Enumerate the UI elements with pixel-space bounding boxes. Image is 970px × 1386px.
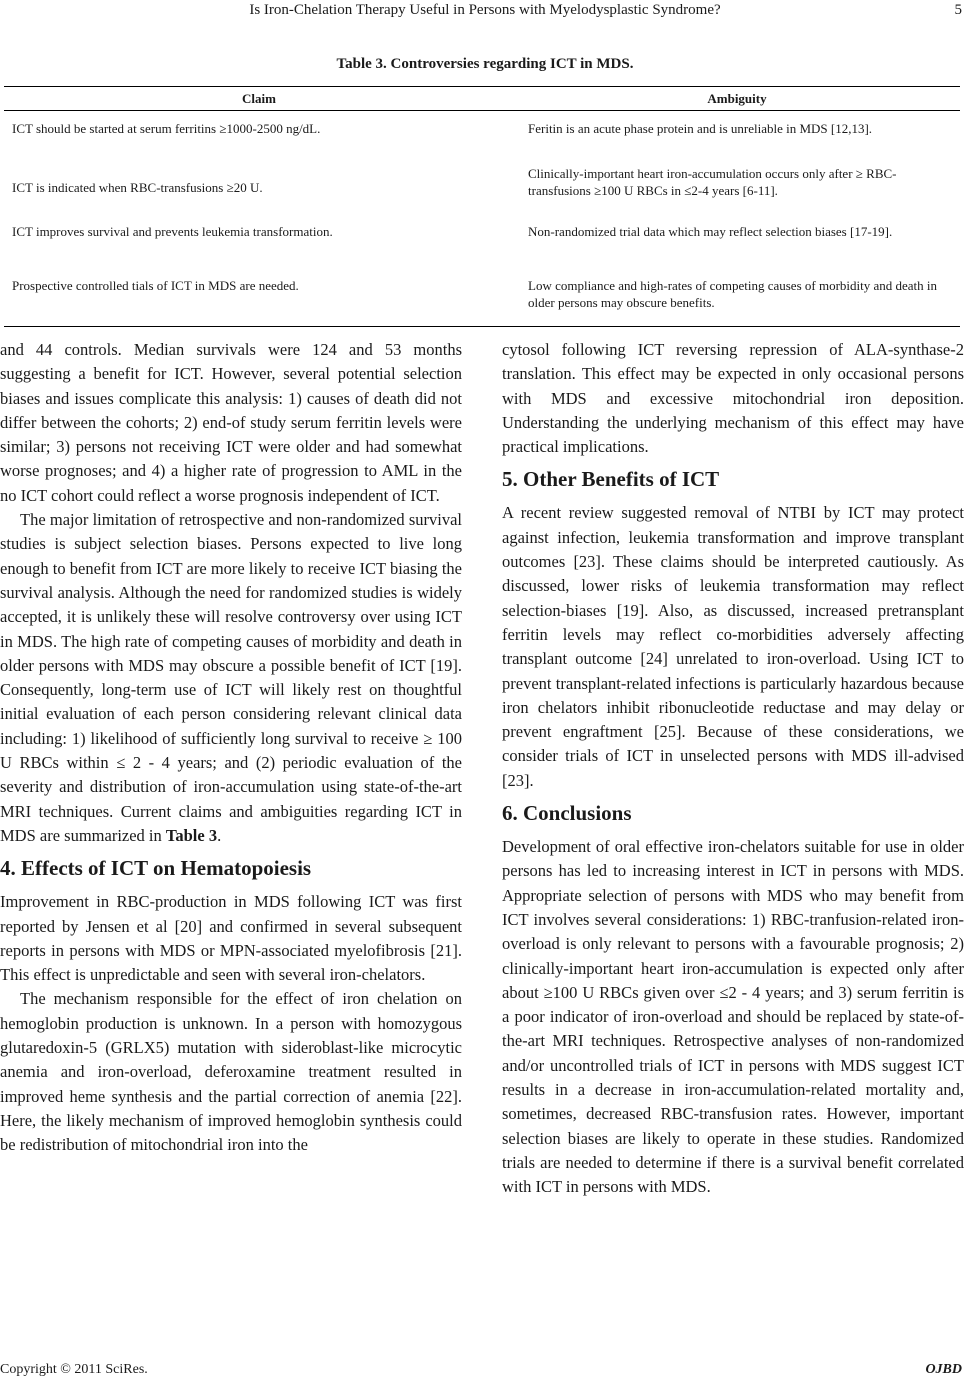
claim-cell: Prospective controlled tials of ICT in MDS are needed. xyxy=(4,273,514,327)
column-header-ambiguity: Ambiguity xyxy=(514,87,960,111)
controversies-table xyxy=(4,86,960,327)
table-reference: Table 3 xyxy=(165,825,218,845)
copyright-notice: Copyright © 2011 SciRes. xyxy=(0,1362,148,1377)
claim-cell: ICT improves survival and prevents leukemia transformation. xyxy=(12,223,333,239)
section-heading-5: 5. Other Benefits of ICT xyxy=(502,467,720,492)
paragraph xyxy=(0,508,462,848)
paragraph: Development of oral effective iron-chelators suitable for use in older persons has led to increasing interest in ICT in persons with MDS. Appropriate selection of persons with MDS who may benefit from ICT involves several considerations: 1) RBC-tranfusion-related iron-overload is only relevant to persons with a favourable prognosis; 2) clinically-important heart iron-accumulation is expected only after about ≥100 U RBCs given over ≤2 - 4 years; and 3) serum ferritin is a poor indicator of iron-overload and should be replaced by state-of-the-art MRI techniques. Retrospective analyses of non-randomized and/or uncontrolled trials of ICT in persons with MDS suggest ICT results in a decrease in iron-accumulation-related mortality and, sometimes, decreased RBC-transfusion rates. However, important selection biases are likely to operate in these studies. Randomized trials are needed to determine if there is a survival benefit correlated with ICT in persons with MDS. xyxy=(502,837,964,1197)
running-title: Is Iron-Chelation Therapy Useful in Persons with Myelodysplastic Syndrome? xyxy=(249,2,721,18)
section-heading-4: 4. Effects of ICT on Hematopoiesis xyxy=(0,856,312,881)
claim-cell: ICT is indicated when RBC-transfusions ≥20 U. xyxy=(12,179,263,195)
paragraph-end: . xyxy=(217,825,222,845)
table-row xyxy=(4,111,960,165)
right-column xyxy=(502,338,964,1200)
table-row xyxy=(4,219,960,273)
paragraph: A recent review suggested removal of NTBI by ICT may protect against infection, leukemia transformation and improve transplant outcomes [23]. These claims should be interpreted cautiously. As discussed, lower risks of leukemia transformation may reflect selection-biases [19]. Also, as discussed, increased pretransplant ferritin levels may reflect co-morbidities adversely affecting transplant outcome [24] unrelated to iron-overload. Using ICT to prevent transplant-related infections is particularly hazardous because iron chelators inhibit ribonucleotide reductase and may delay or prevent engraftment [25]. Because of these considerations, we consider trials of ICT in unselected persons with MDS ill-advised [23]. xyxy=(502,503,964,790)
table-row xyxy=(4,165,960,219)
left-column xyxy=(0,338,462,1158)
journal-abbreviation: OJBD xyxy=(925,1362,962,1377)
table-row xyxy=(4,273,960,327)
ambiguity-cell: Clinically-important heart iron-accumulation occurs only after ≥ RBC-transfusions ≥100 U RBCs in ≤2-4 years [6-11]. xyxy=(528,165,897,198)
page-number: 5 xyxy=(954,2,962,18)
ambiguity-cell: Non-randomized trial data which may reflect selection biases [17-19]. xyxy=(528,223,893,239)
column-header-claim: Claim xyxy=(4,87,514,111)
ambiguity-cell: Feritin is an acute phase protein and is unreliable in MDS [12,13]. xyxy=(528,121,873,136)
paragraph-text: The major limitation of retrospective and non-randomized survival studies is subject selection biases. Persons expected to live long enough to benefit from ICT are more likely to receive ICT biasing the survival analysis. Although the need for randomized studies is widely accepted, it is unlikely these will resolve controversy over using ICT in MDS. The high rate of competing causes of morbidity and death in older persons with MDS may obscure a possible benefit of ICT [19]. Consequently, long-term use of ICT will likely rest on thoughtful initial evaluation of each person considering relevant clinical data including: 1) likelihood of sufficiently long survival to receive ≥ 100 U RBCs within ≤ 2 - 4 years; and (2) periodic evaluation of the severity and distribution of iron-accumulation using state-of-the-art MRI techniques. Current claims and ambiguities regarding ICT in MDS are summarized in xyxy=(0,510,462,845)
paragraph: cytosol following ICT reversing repression of ALA-synthase-2 translation. This effect may be expected in only occasional persons with MDS and excessive mitochondrial iron deposition. Understanding the underlying mechanism of this effect may have practical implications. xyxy=(502,340,964,457)
table-caption: Table 3. Controversies regarding ICT in MDS. xyxy=(336,56,634,72)
paragraph: and 44 controls. Median survivals were 124 and 53 months suggesting a benefit for ICT. However, several potential selection biases and issues complicate this analysis: 1) causes of death did not differ between the cohorts; 2) end-of study serum ferritin levels were similar; 3) persons not receiving ICT were older and had somewhat worse prognoses; and 4) a higher rate of progression to AML in the no ICT cohort could reflect a worse prognosis independent of ICT. xyxy=(0,340,462,505)
paragraph: The mechanism responsible for the effect of iron chelation on hemoglobin production is unknown. In a person with homozygous glutaredoxin-5 (GRLX5) mutation with sideroblast-like microcytic anemia and iron-overload, deferoxamine treatment resulted in improved heme synthesis and the partial correction of anemia [22]. Here, the likely mechanism of improved hemoglobin synthesis could be redistribution of mitochondrial iron into the xyxy=(0,989,462,1155)
table-header-row xyxy=(4,87,960,111)
ambiguity-cell: Low compliance and high-rates of competing causes of morbidity and death in older persons may obscure benefits. xyxy=(514,273,960,327)
claim-cell: ICT should be started at serum ferritins ≥1000-2500 ng/dL. xyxy=(12,121,321,136)
paragraph: Improvement in RBC-production in MDS following ICT was first reported by Jensen et al [20] and confirmed in several subsequent reports in persons with MDS or MPN-associated myelofibrosis [21]. This effect is unpredictable and seen with several iron-chelators. xyxy=(0,892,462,985)
running-head xyxy=(0,2,970,24)
section-heading-6: 6. Conclusions xyxy=(502,801,632,826)
